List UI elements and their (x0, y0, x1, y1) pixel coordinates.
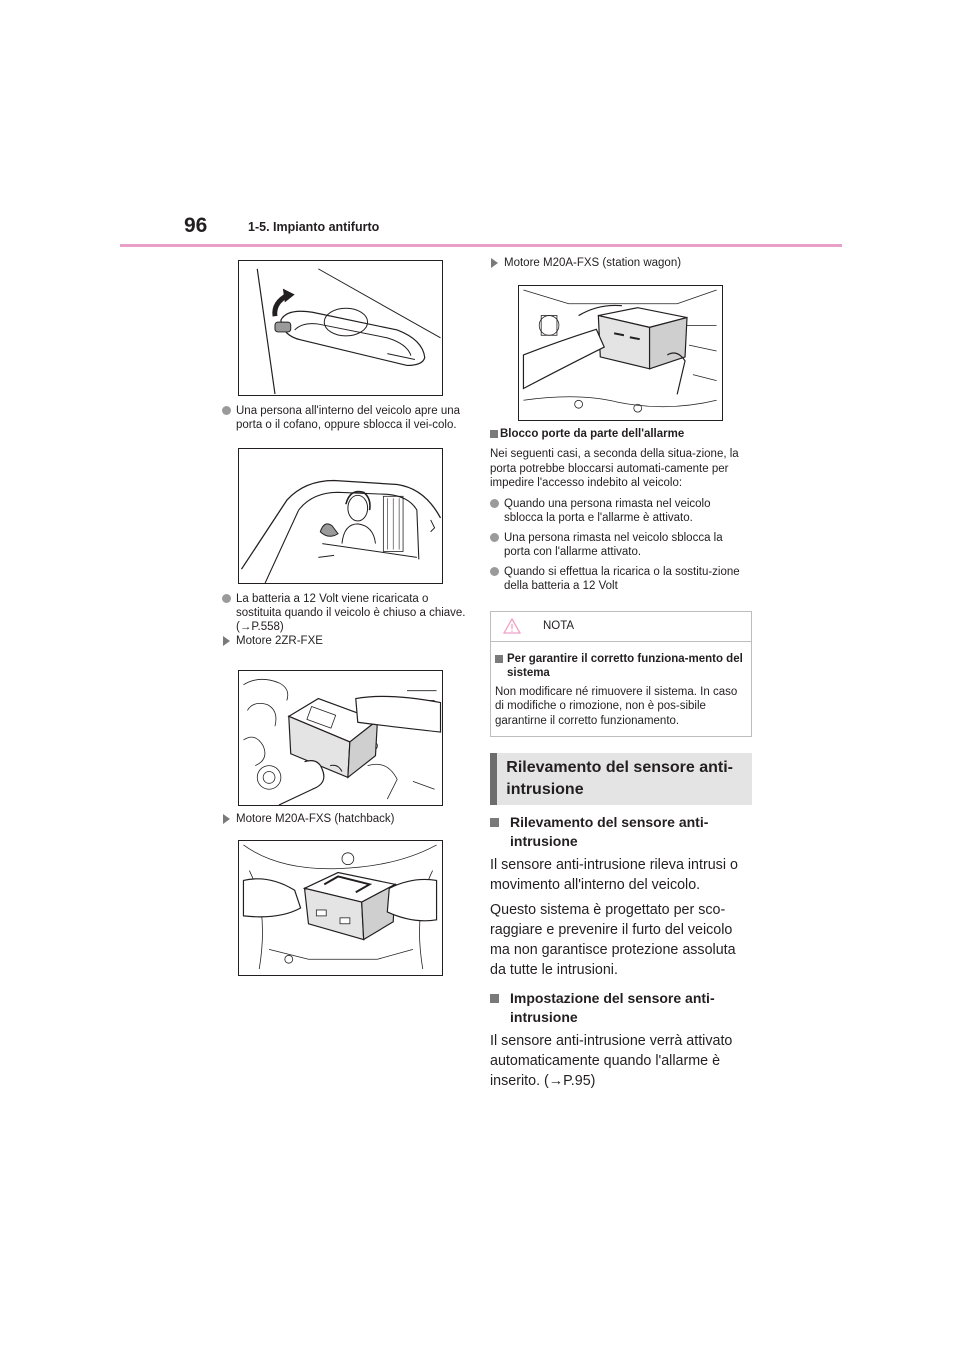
section-title: 1-5. Impianto antifurto (248, 220, 380, 234)
person-in-car-illustration (238, 448, 443, 584)
square-bullet-icon (490, 994, 499, 1003)
engine-label-m20a-hatchback (222, 812, 467, 828)
door-handle-illustration (238, 260, 443, 396)
bullet-dot-icon (490, 533, 499, 542)
sensor-text-1: Il sensore anti-intrusione rileva intrusi o movimento all'interno del veicolo. (490, 857, 738, 894)
engine-label-2zr (222, 634, 467, 650)
nota-label: NOTA (543, 620, 575, 632)
battery-station-wagon-illustration (518, 285, 723, 421)
arrow-right-icon (491, 258, 498, 268)
bullet-dot-icon (490, 499, 499, 508)
header-rule (120, 244, 842, 247)
bullet-text: Quando si effettua la ricarica o la sostitu-zione della batteria a 12 Volt (504, 565, 740, 592)
battery-2zr-illustration (238, 670, 443, 806)
arrow-right-icon (223, 636, 230, 646)
square-bullet-icon (490, 430, 498, 438)
section-banner (490, 753, 752, 805)
lock-bullet-1 (490, 497, 752, 525)
banner-accent-bar (490, 753, 497, 805)
bullet-text: La batteria a 12 Volt viene ricaricata o sostituita quando il veicolo è chiuso a chiave. (→P.558) (236, 593, 466, 633)
nota-text: Non modificare né rimuovere il sistema. In caso di modifiche o rimozione, non è pos-sibile garantirne il corretto funzionamento. (495, 685, 738, 727)
warning-triangle-icon (503, 618, 521, 634)
engine-label-text: Motore M20A-FXS (station wagon) (504, 257, 682, 269)
nota-box (490, 611, 752, 738)
arrow-right-icon (223, 814, 230, 824)
bullet-text: Una persona all'interno del veicolo apre una porta o il cofano, oppure sblocca il vei-colo. (236, 405, 461, 431)
banner-title: Rilevamento del sensore anti-intrusione (506, 759, 733, 798)
setting-text: Il sensore anti-intrusione verrà attivato automaticamente quando l'allarme è inserito. (→P.95) (490, 1032, 733, 1090)
lock-heading-text: Blocco porte da parte dell'allarme (500, 428, 685, 440)
lock-intro: Nei seguenti casi, a seconda della situa-zione, la porta potrebbe bloccarsi automati-camente per impedire l'accesso indebito al veicolo: (490, 448, 739, 489)
square-bullet-icon (490, 818, 499, 827)
lock-bullet-3 (490, 565, 752, 593)
bullet-dot-icon (490, 567, 499, 576)
engine-label-m20a-station-wagon (490, 256, 752, 272)
bullet-text: Una persona rimasta nel veicolo sblocca la porta con l'allarme attivato. (504, 531, 723, 558)
setting-heading-text: Impostazione del sensore anti-intrusione (510, 989, 715, 1025)
lock-heading (490, 427, 752, 442)
left-column (222, 260, 467, 976)
bullet-dot-icon (222, 594, 231, 603)
engine-label-text: Motore M20A-FXS (hatchback) (236, 813, 395, 825)
square-bullet-icon (495, 655, 503, 663)
lock-bullet-2 (490, 531, 752, 559)
engine-label-text: Motore 2ZR-FXE (236, 635, 323, 647)
bullet-intruder (222, 404, 467, 432)
sensor-heading-text: Rilevamento del sensore anti-intrusione (510, 814, 709, 849)
sensor-text-2: Questo sistema è progettato per sco-raggiare e prevenire il furto del veicolo ma non garantisce protezione assoluta da tutte le intrusioni. (490, 901, 736, 979)
bullet-battery (222, 592, 467, 634)
sensor-heading (490, 813, 752, 851)
right-column (490, 256, 752, 1092)
page-number: 96 (184, 214, 208, 237)
battery-hatchback-illustration (238, 840, 443, 976)
bullet-text: Quando una persona rimasta nel veicolo sblocca la porta e l'allarme è attivato. (504, 497, 711, 524)
nota-heading (495, 652, 743, 680)
nota-heading-text: Per garantire il corretto funziona-mento del sistema (507, 652, 743, 679)
nota-header (491, 612, 751, 642)
setting-heading (490, 989, 752, 1027)
bullet-dot-icon (222, 406, 231, 415)
